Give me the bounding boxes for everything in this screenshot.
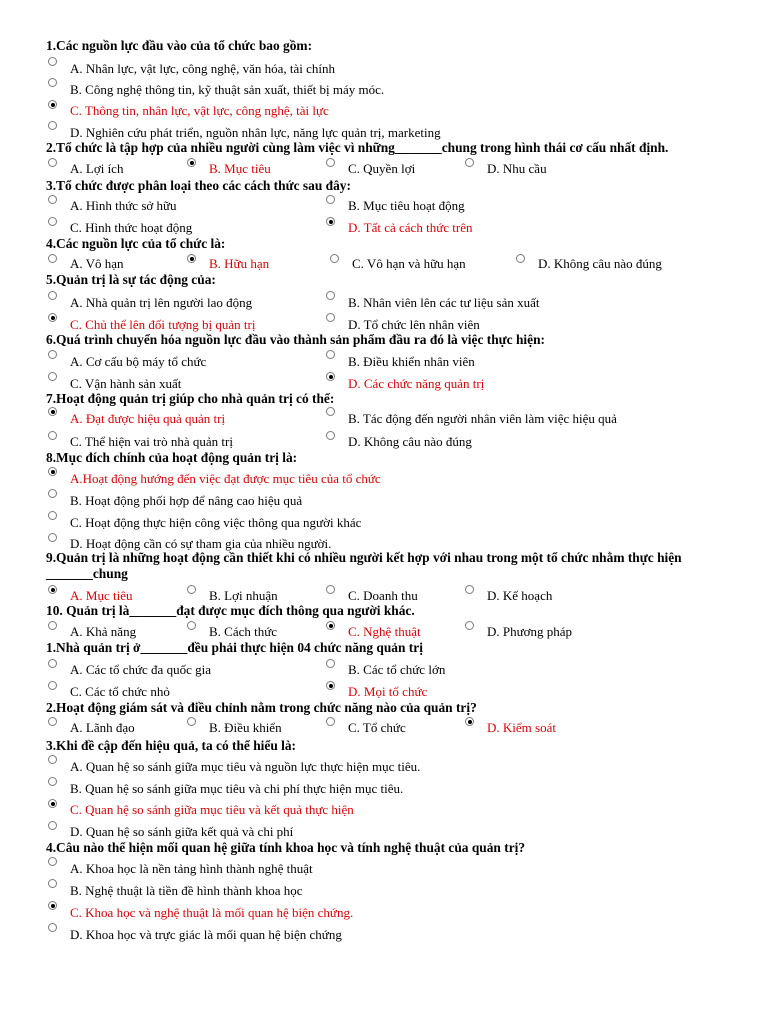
option-radio[interactable] [465,717,474,726]
option-label: D. Không câu nào đúng [538,256,662,271]
option-label: C. Nghệ thuật [348,624,421,639]
option-label: C. Chủ thể lên đối tượng bị quản trị [70,317,256,332]
question-text: 3.Tổ chức được phân loại theo các cách thức sau đây: [46,178,351,193]
option-label: B. Điều khiển nhân viên [348,354,475,369]
option-radio[interactable] [48,217,57,226]
option-label: C. Vận hành sản xuất [70,376,182,391]
option-label: A. Hình thức sở hữu [70,198,177,213]
option-radio[interactable] [48,313,57,322]
option-radio[interactable] [48,901,57,910]
option-radio[interactable] [48,291,57,300]
option-radio[interactable] [48,100,57,109]
option-label: D. Hoạt động cần có sự tham gia của nhiều người. [70,536,332,551]
option-radio[interactable] [48,195,57,204]
option-label: B. Hữu hạn [209,256,270,271]
option-radio[interactable] [326,659,335,668]
option-label: C. Vô hạn và hữu hạn [352,256,466,271]
option-radio[interactable] [326,372,335,381]
option-label: B. Hoạt động phối hợp để nâng cao hiệu quả [70,493,303,508]
option-label: B. Mục tiêu [209,161,271,176]
option-label: C. Quan hệ so sánh giữa mục tiêu và kết quả thực hiện [70,802,354,817]
option-label: D. Mọi tổ chức [348,684,428,699]
option-label: A. Khả năng [70,624,137,639]
option-label: D. Các chức năng quản trị [348,376,485,391]
option-label: B. Lợi nhuận [209,588,278,603]
question-text: 6.Quá trình chuyển hóa nguồn lực đầu vào thành sản phẩm đầu ra đó là việc thực hiện: [46,332,545,347]
question-text: 2.Tổ chức là tập hợp của nhiều người cùng làm việc vì những_______chung trong hình thái cơ cấu nhất định. [46,140,669,155]
option-label: D. Không câu nào đúng [348,434,472,449]
option-label: D. Nghiên cứu phát triển, nguồn nhân lực, năng lực quản trị, marketing [70,125,441,140]
question-text: 7.Hoạt động quản trị giúp cho nhà quản trị có thể: [46,391,335,406]
option-label: C. Thể hiện vai trò nhà quản trị [70,434,233,449]
option-radio[interactable] [326,313,335,322]
option-radio[interactable] [187,585,196,594]
option-radio[interactable] [326,158,335,167]
option-radio[interactable] [48,621,57,630]
option-radio[interactable] [48,681,57,690]
option-label: C. Khoa học và nghệ thuật là mối quan hệ biện chứng. [70,905,354,920]
option-label: C. Hoạt động thực hiện công việc thông qua người khác [70,515,362,530]
option-radio[interactable] [48,799,57,808]
option-label: B. Nghệ thuật là tiền đề hình thành khoa học [70,883,303,898]
option-label: D. Quan hệ so sánh giữa kết quả và chi phí [70,824,294,839]
option-label: B. Quan hệ so sánh giữa mục tiêu và chi phí thực hiện mục tiêu. [70,781,404,796]
option-label: C. Hình thức hoạt động [70,220,193,235]
option-radio[interactable] [48,121,57,130]
option-radio[interactable] [326,217,335,226]
option-label: A. Mục tiêu [70,588,133,603]
question-text: 3.Khi đề cập đến hiệu quả, ta có thể hiểu là: [46,738,296,753]
question-text: 9.Quản trị là những hoạt động cần thiết khi có nhiều người kết hợp với nhau trong một tổ chức nhằm thực hiện _______chung [46,550,682,581]
option-radio[interactable] [187,621,196,630]
option-radio[interactable] [187,717,196,726]
option-label: D. Phương pháp [487,624,573,639]
option-label: C. Doanh thu [348,588,418,603]
option-radio[interactable] [48,254,57,263]
option-radio[interactable] [326,431,335,440]
option-radio[interactable] [326,291,335,300]
option-radio[interactable] [48,821,57,830]
option-radio[interactable] [48,489,57,498]
option-radio[interactable] [48,78,57,87]
option-radio[interactable] [465,158,474,167]
question-text: 8.Mục đích chính của hoạt động quản trị là: [46,450,298,465]
option-radio[interactable] [326,621,335,630]
option-radio[interactable] [48,879,57,888]
option-radio[interactable] [48,659,57,668]
option-radio[interactable] [48,407,57,416]
option-label: D. Kiểm soát [487,720,556,735]
option-radio[interactable] [48,755,57,764]
option-label: A. Nhân lực, vật lực, công nghệ, văn hóa, tài chính [70,61,335,76]
option-label: A. Đạt được hiệu quả quản trị [70,411,226,426]
option-radio[interactable] [326,681,335,690]
option-radio[interactable] [48,585,57,594]
option-radio[interactable] [48,717,57,726]
option-label: A. Lãnh đạo [70,720,135,735]
option-label: C. Các tổ chức nhỏ [70,684,170,699]
option-label: C. Quyền lợi [348,161,416,176]
option-radio[interactable] [48,57,57,66]
question-text: 5.Quản trị là sự tác động của: [46,272,216,287]
option-label: A. Nhà quản trị lên người lao động [70,295,253,310]
option-label: C. Tổ chức [348,720,406,735]
option-radio[interactable] [48,350,57,359]
option-label: D. Nhu cầu [487,161,547,176]
option-label: B. Tác động đến người nhân viên làm việc hiệu quả [348,411,617,426]
option-label: A.Hoạt động hướng đến việc đạt được mục tiêu của tổ chức [70,471,381,486]
option-radio[interactable] [326,585,335,594]
option-radio[interactable] [48,158,57,167]
option-label: A. Cơ cấu bộ máy tổ chức [70,354,207,369]
option-label: B. Các tổ chức lớn [348,662,446,677]
question-text: 4.Câu nào thể hiện mối quan hệ giữa tính khoa học và tính nghệ thuật của quản trị? [46,840,526,855]
option-radio[interactable] [326,717,335,726]
question-text: 10. Quản trị là_______đạt được mục đích thông qua người khác. [46,603,415,618]
option-label: D. Kế hoạch [487,588,553,603]
option-radio[interactable] [326,350,335,359]
option-radio[interactable] [48,431,57,440]
option-radio[interactable] [465,585,474,594]
option-label: A. Quan hệ so sánh giữa mục tiêu và nguồn lực thực hiện mục tiêu. [70,759,421,774]
option-label: A. Khoa học là nền tảng hình thành nghệ thuật [70,861,313,876]
question-text: 1.Các nguồn lực đầu vào của tổ chức bao gồm: [46,38,313,53]
option-radio[interactable] [187,254,196,263]
option-radio[interactable] [326,407,335,416]
option-label: A. Các tổ chức đa quốc gia [70,662,211,677]
option-radio[interactable] [48,467,57,476]
option-label: D. Tổ chức lên nhân viên [348,317,480,332]
option-label: B. Mục tiêu hoạt động [348,198,465,213]
option-label: B. Điều khiển [209,720,282,735]
option-label: D. Tất cả cách thức trên [348,220,473,235]
question-text: 2.Hoạt động giám sát và điều chỉnh nằm trong chức năng nào của quản trị? [46,700,477,715]
option-radio[interactable] [330,254,339,263]
option-radio[interactable] [465,621,474,630]
question-text: 4.Các nguồn lực của tổ chức là: [46,236,226,251]
option-radio[interactable] [326,195,335,204]
option-radio[interactable] [516,254,525,263]
option-radio[interactable] [48,533,57,542]
option-label: B. Công nghệ thông tin, kỹ thuật sản xuất, thiết bị máy móc. [70,82,385,97]
option-radio[interactable] [48,372,57,381]
option-radio[interactable] [48,923,57,932]
option-radio[interactable] [48,777,57,786]
option-radio[interactable] [48,857,57,866]
option-label: B. Nhân viên lên các tư liệu sản xuất [348,295,540,310]
option-radio[interactable] [48,511,57,520]
option-label: B. Cách thức [209,624,278,639]
option-label: D. Khoa học và trực giác là mối quan hệ biện chứng [70,927,342,942]
question-text: 1.Nhà quản trị ở_______đều phải thực hiện 04 chức năng quản trị [46,640,423,655]
option-label: A. Vô hạn [70,256,124,271]
option-radio[interactable] [187,158,196,167]
option-label: A. Lợi ích [70,161,124,176]
option-label: C. Thông tin, nhân lực, vật lực, công nghệ, tài lực [70,103,329,118]
